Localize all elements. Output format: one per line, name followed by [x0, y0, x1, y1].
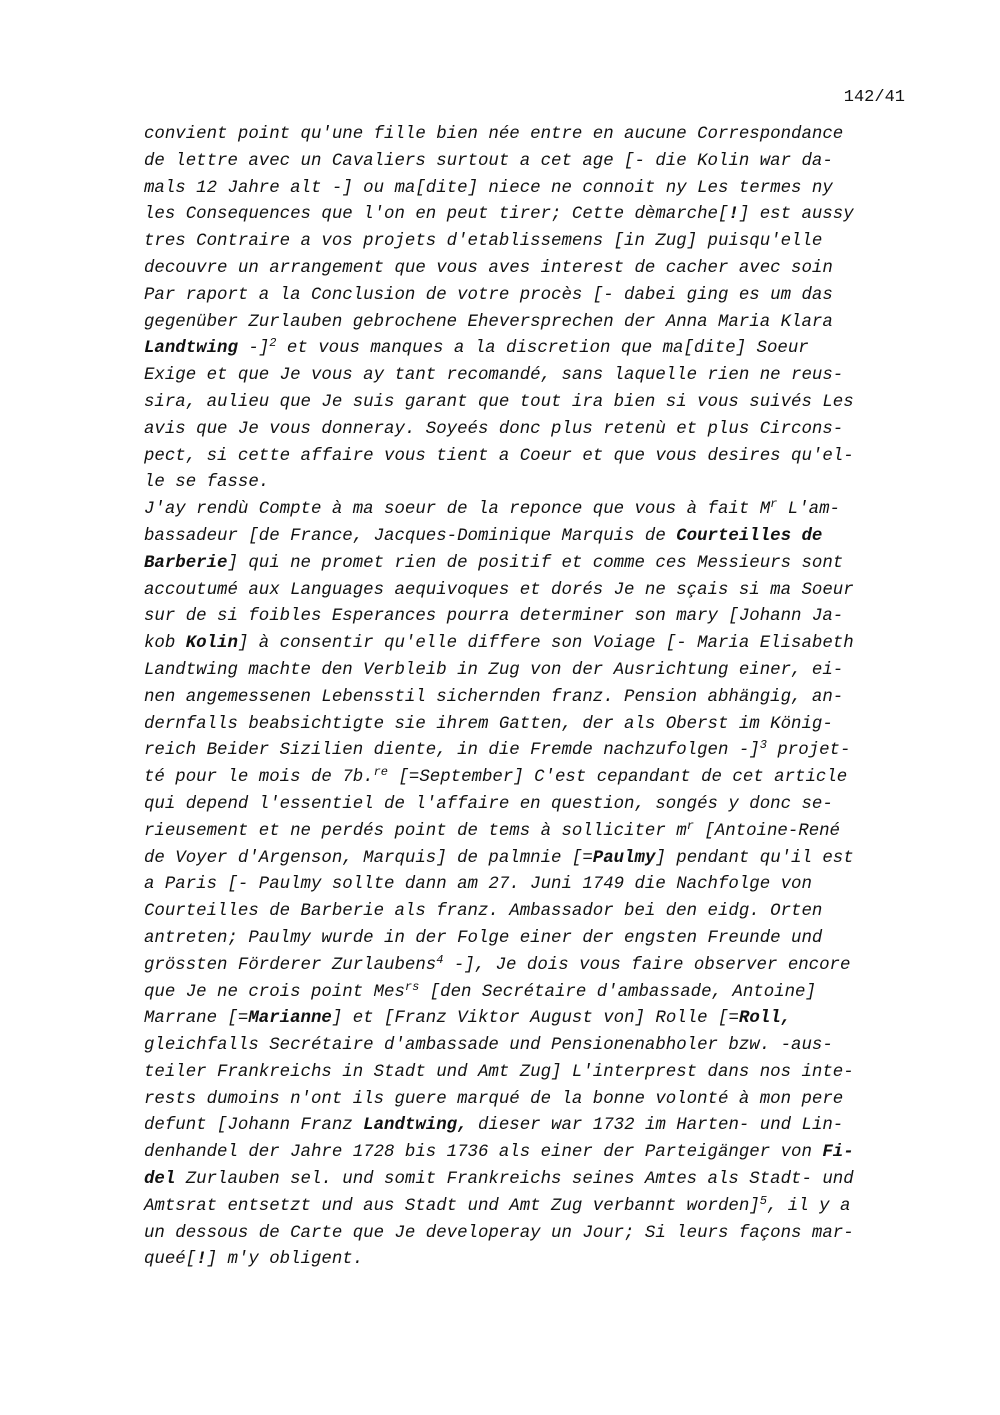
text-segment: Amtsrat entsetzt und aus Stadt und Amt Zug verbannt worden]: [144, 1196, 760, 1216]
text-segment: rieusement et ne perdés point de tems à solliciter m: [144, 821, 687, 841]
text-segment: un dessous de Carte que Je developeray un Jour; Si leurs façons mar-: [144, 1223, 854, 1243]
text-line: [144, 256, 904, 283]
text-segment: gleichfalls Secrétaire d'ambassade und Pensionenabholer bzw. -aus-: [144, 1036, 833, 1056]
text-segment: decouvre un arrangement que vous aves interest de cacher avec soin: [144, 258, 833, 278]
footnote-marker: 5: [759, 1193, 767, 1208]
text-segment: J'ay rendù Compte à ma soeur de la reponce que vous à fait M: [144, 500, 771, 520]
text-segment: mals 12 Jahre alt -] ou ma[dite] niece ne connoit ny Les termes ny: [144, 178, 833, 198]
text-line: [144, 658, 904, 685]
text-line: [144, 631, 904, 658]
text-segment: Courteilles de Barberie als franz. Ambassador bei den eidg. Orten: [144, 902, 823, 922]
footnote-marker: re: [373, 765, 389, 780]
text-segment: le se fasse.: [144, 473, 270, 493]
footnote-marker: 3: [759, 738, 767, 753]
footnote-marker: r: [770, 497, 778, 512]
text-line: [144, 1113, 904, 1140]
text-line: [144, 149, 904, 176]
text-line: [144, 122, 904, 149]
text-segment: ] pendant qu'il est: [655, 848, 854, 868]
text-segment: qui depend l'essentiel de l'affaire en question, songés y donc se-: [144, 794, 833, 814]
text-segment: de Voyer d'Argenson, Marquis] de palmnie [=: [144, 848, 593, 868]
text-line: [144, 738, 904, 765]
text-line: [144, 229, 904, 256]
text-line: [144, 1033, 904, 1060]
text-segment: Marrane [=: [144, 1009, 249, 1029]
text-segment: té pour le mois de 7b.: [144, 768, 374, 788]
text-segment: pect, si cette affaire vous tient a Coeur et que vous desires qu'el-: [144, 446, 854, 466]
text-segment: grössten Förderer Zurlaubens: [144, 955, 437, 975]
footnote-marker: 2: [269, 336, 277, 351]
text-line: [144, 1060, 904, 1087]
text-line: [144, 336, 904, 363]
text-segment: et vous manques a la discretion que ma[dite] Soeur: [276, 339, 809, 359]
text-segment: [den Secrétaire d'ambassade, Antoine]: [419, 982, 816, 1002]
text-segment: de lettre avec un Cavaliers surtout a cet age [- die Kolin war da-: [144, 151, 833, 171]
text-segment: -]: [237, 339, 270, 359]
bold-name: Roll,: [738, 1009, 792, 1029]
footnote-marker: r: [686, 818, 694, 833]
text-segment: dernfalls beabsichtigte sie ihrem Gatten, der als Oberst im König-: [144, 714, 833, 734]
bold-name: Barberie: [144, 553, 228, 573]
text-segment: [Antoine-René: [693, 821, 840, 841]
footnote-marker: rs: [404, 979, 420, 994]
text-line: [144, 846, 904, 873]
text-segment: projet-: [766, 741, 851, 761]
text-segment: nen angemessenen Lebensstil sichernden franz. Pension abhängig, an-: [144, 687, 844, 707]
text-line: [144, 1087, 904, 1114]
text-line: [144, 176, 904, 203]
bold-name: Marianne: [248, 1009, 332, 1029]
text-line: [144, 310, 904, 337]
bold-name: Paulmy: [592, 848, 656, 868]
footnote-marker: 4: [436, 952, 444, 967]
text-segment: denhandel der Jahre 1728 bis 1736 als einer der Parteigänger von: [144, 1143, 823, 1163]
text-line: [144, 819, 904, 846]
text-line: [144, 497, 904, 524]
text-line: [144, 444, 904, 471]
text-segment: convient point qu'une fille bien née entre en aucune Correspondance: [144, 125, 844, 144]
text-line: [144, 712, 904, 739]
text-segment: defunt [Johann Franz: [144, 1116, 364, 1136]
text-line: [144, 1167, 904, 1194]
bold-name: !: [728, 205, 739, 225]
text-segment: rests dumoins n'ont ils guere marqué de la bonne volonté à mon pere: [144, 1089, 844, 1109]
bold-name: Kolin: [185, 634, 238, 654]
text-line: [144, 1221, 904, 1248]
text-line: [144, 1140, 904, 1167]
bold-name: Fi-: [822, 1143, 854, 1163]
text-segment: Exige et que Je vous ay tant recomandé, sans laquelle rien ne reus-: [144, 366, 844, 386]
text-line: [144, 363, 904, 390]
bold-name: del: [144, 1170, 176, 1190]
text-line: [144, 524, 904, 551]
text-line: [144, 551, 904, 578]
text-line: [144, 685, 904, 712]
text-segment: gegenüber Zurlauben gebrochene Eheversprechen der Anna Maria Klara: [144, 312, 833, 332]
text-segment: les Consequences que l'on en peut tirer; Cette dèmarche[: [144, 205, 729, 225]
text-segment: avis que Je vous donneray. Soyeés donc plus retenù et plus Circons-: [144, 419, 844, 439]
text-line: [144, 899, 904, 926]
text-segment: -], Je dois vous faire observer encore: [443, 955, 851, 975]
text-segment: antreten; Paulmy wurde in der Folge einer der engsten Freunde und: [144, 928, 823, 948]
text-segment: ] et [Franz Viktor August von] Rolle [=: [331, 1009, 739, 1029]
text-line: [144, 953, 904, 980]
text-segment: Par raport a la Conclusion de votre procès [- dabei ging es um das: [144, 285, 833, 305]
text-segment: kob: [144, 634, 186, 654]
text-segment: teiler Frankreichs in Stadt und Amt Zug] L'interprest dans nos inte-: [144, 1062, 854, 1082]
text-line: [144, 390, 904, 417]
page-number: 142/41: [843, 88, 905, 107]
text-segment: [=September] C'est cepandant de cet article: [388, 768, 848, 788]
text-line: [144, 1006, 904, 1033]
text-segment: ] m'y obligent.: [206, 1250, 364, 1270]
text-line: [144, 604, 904, 631]
text-line: [144, 417, 904, 444]
text-line: [144, 765, 904, 792]
text-segment: accoutumé aux Languages aequivoques et dorés Je ne sçais si ma Soeur: [144, 580, 854, 600]
letter-text: [144, 122, 904, 1274]
bold-name: !: [196, 1250, 207, 1270]
text-line: [144, 1247, 904, 1274]
text-line: [144, 202, 904, 229]
text-segment: sira, aulieu que Je suis garant que tout ira bien si vous suivés Les: [144, 392, 854, 412]
text-segment: ] est aussy: [738, 205, 854, 225]
text-line: [144, 578, 904, 605]
text-line: [144, 283, 904, 310]
text-segment: tres Contraire a vos projets d'etablissemens [in Zug] puisqu'elle: [144, 232, 823, 252]
bold-name: Courteilles de: [676, 526, 823, 546]
text-line: [144, 1194, 904, 1221]
text-segment: ] à consentir qu'elle differe son Voiage [- Maria Elisabeth: [237, 634, 854, 654]
text-segment: queé[: [144, 1250, 197, 1270]
bold-name: Landtwing: [144, 339, 238, 359]
text-segment: Zurlauben sel. und somit Frankreichs seines Amtes als Stadt- und: [175, 1170, 854, 1190]
text-line: [144, 926, 904, 953]
text-segment: , il y a: [766, 1196, 851, 1216]
text-segment: a Paris [- Paulmy sollte dann am 27. Juni 1749 die Nachfolge von: [144, 875, 812, 895]
bold-name: Landtwing,: [363, 1116, 468, 1136]
text-segment: que Je ne crois point Mes: [144, 982, 405, 1002]
text-segment: dieser war 1732 im Harten- und Lin-: [467, 1116, 844, 1136]
text-segment: sur de si foibles Esperances pourra determiner son mary [Johann Ja-: [144, 607, 844, 627]
text-line: [144, 470, 904, 497]
text-segment: L'am-: [777, 500, 840, 520]
text-segment: reich Beider Sizilien diente, in die Fremde nachzufolgen -]: [144, 741, 760, 761]
text-segment: bassadeur [de France, Jacques-Dominique Marquis de: [144, 526, 677, 546]
text-line: [144, 980, 904, 1007]
text-segment: Landtwing machte den Verbleib in Zug von der Ausrichtung einer, ei-: [144, 660, 844, 680]
text-line: [144, 872, 904, 899]
text-segment: ] qui ne promet rien de positif et comme ces Messieurs sont: [227, 553, 844, 573]
text-line: [144, 792, 904, 819]
